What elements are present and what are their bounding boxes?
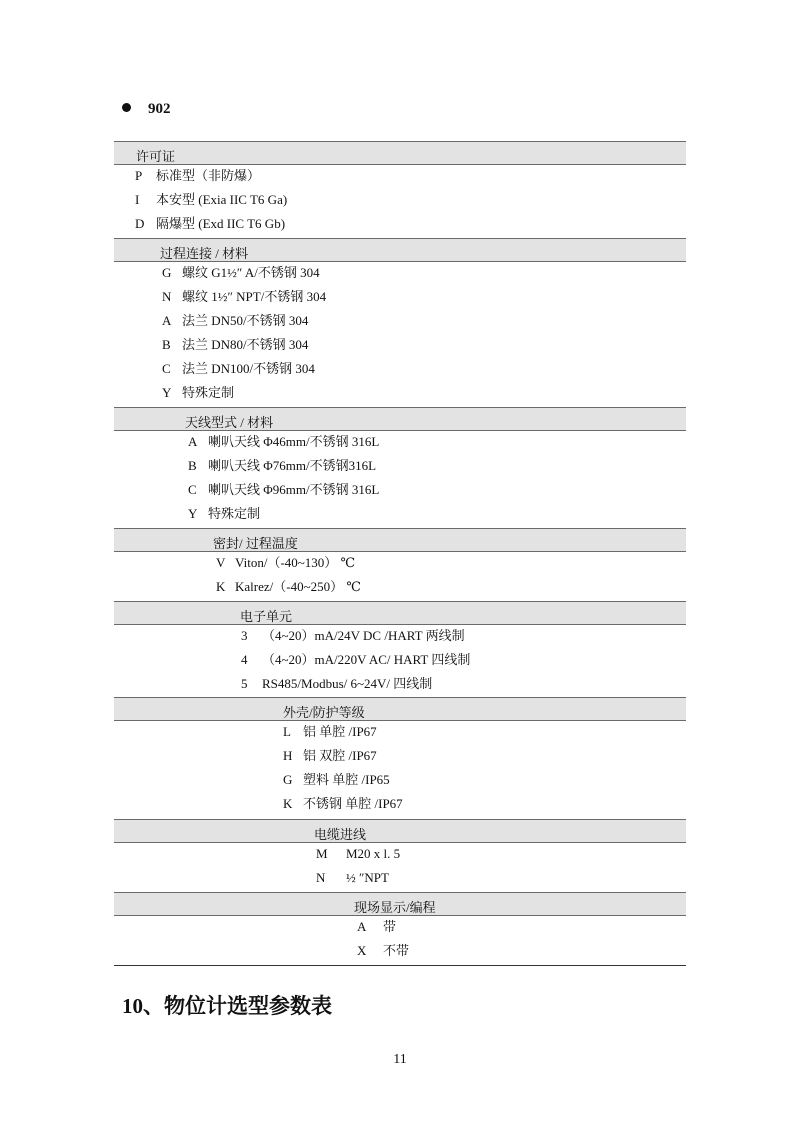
group-header — [114, 141, 686, 165]
option-description: 特殊定制 — [182, 385, 235, 400]
option-code: A — [188, 434, 198, 449]
option-row — [216, 552, 355, 574]
group-header-label: 过程连接 / 材料 — [160, 246, 249, 261]
option-code: N — [316, 870, 326, 885]
option-description: 带 — [383, 919, 397, 934]
option-description: （4~20）mA/24V DC /HART 两线制 — [262, 628, 465, 643]
option-code: 3 — [241, 628, 248, 643]
model-heading — [122, 101, 171, 118]
option-row — [316, 843, 400, 865]
option-code: G — [283, 772, 293, 787]
option-code: X — [357, 943, 367, 958]
option-row — [241, 625, 465, 647]
option-row — [283, 793, 403, 815]
group-header-label: 密封/ 过程温度 — [213, 536, 298, 551]
option-description: 标准型（非防爆） — [156, 168, 261, 183]
option-row — [283, 745, 377, 767]
option-description: 螺纹 1½″ NPT/不锈钢 304 — [182, 289, 327, 304]
option-row — [316, 867, 389, 889]
table-bottom-rule — [114, 965, 686, 966]
group-header-label: 外壳/防护等级 — [283, 705, 365, 720]
option-row — [283, 721, 377, 743]
option-description: 喇叭天线 Φ96mm/不锈钢 316L — [208, 482, 380, 497]
option-row — [241, 649, 470, 671]
option-description: 法兰 DN80/不锈钢 304 — [182, 337, 309, 352]
option-description: 不锈钢 单腔 /IP67 — [303, 796, 403, 811]
option-description: M20 x l. 5 — [346, 846, 401, 861]
group-header — [114, 601, 686, 625]
option-row — [241, 673, 432, 695]
option-description: 特殊定制 — [208, 506, 261, 521]
option-description: 隔爆型 (Exd IIC T6 Gb) — [156, 216, 286, 231]
option-code: V — [216, 555, 226, 570]
option-code: A — [162, 313, 172, 328]
option-row — [162, 334, 308, 356]
option-code: P — [135, 168, 143, 183]
option-row — [188, 479, 379, 501]
option-row — [357, 940, 409, 962]
group-header — [114, 528, 686, 552]
option-code: K — [216, 579, 226, 594]
option-code: 4 — [241, 652, 248, 667]
option-row — [162, 286, 326, 308]
option-row — [357, 916, 396, 938]
option-description: 法兰 DN50/不锈钢 304 — [182, 313, 309, 328]
option-description: 不带 — [383, 943, 410, 958]
option-row — [135, 165, 260, 187]
option-description: 铝 单腔 /IP67 — [303, 724, 377, 739]
option-code: N — [162, 289, 172, 304]
group-header-label: 天线型式 / 材料 — [185, 415, 274, 430]
group-header-label: 电缆进线 — [314, 827, 367, 842]
option-code: B — [188, 458, 197, 473]
option-code: G — [162, 265, 172, 280]
option-code: C — [162, 361, 171, 376]
option-code: M — [316, 846, 328, 861]
group-header-label: 现场显示/编程 — [354, 900, 436, 915]
group-header — [114, 697, 686, 721]
option-description: 塑料 单腔 /IP65 — [303, 772, 390, 787]
option-row — [188, 431, 379, 453]
option-description: 螺纹 G1½″ A/不锈钢 304 — [182, 265, 320, 280]
model-number: 902 — [148, 101, 171, 117]
option-description: 喇叭天线 Φ76mm/不锈钢316L — [208, 458, 377, 473]
option-row — [283, 769, 390, 791]
group-header — [114, 892, 686, 916]
option-row — [162, 262, 320, 284]
option-code: I — [135, 192, 140, 207]
group-header — [114, 407, 686, 431]
option-code: C — [188, 482, 197, 497]
option-description: 铝 双腔 /IP67 — [303, 748, 377, 763]
option-description: Kalrez/（-40~250） ℃ — [235, 579, 361, 594]
option-row — [135, 189, 287, 211]
group-header — [114, 238, 686, 262]
option-description: Viton/（-40~130） ℃ — [235, 555, 356, 570]
bullet-icon — [122, 103, 131, 112]
group-header-label: 电子单元 — [240, 609, 293, 624]
page-number: 11 — [393, 1052, 407, 1067]
section-title: 10、物位计选型参数表 — [122, 994, 332, 1018]
option-row — [135, 213, 285, 235]
option-code: B — [162, 337, 171, 352]
option-code: 5 — [241, 676, 248, 691]
option-row — [188, 455, 376, 477]
group-header-label: 许可证 — [136, 149, 176, 164]
option-row — [188, 503, 260, 525]
option-description: 法兰 DN100/不锈钢 304 — [182, 361, 315, 376]
option-row — [216, 576, 361, 598]
option-code: Y — [188, 506, 198, 521]
option-row — [162, 358, 315, 380]
option-description: 本安型 (Exia IIC T6 Ga) — [156, 192, 288, 207]
option-description: 喇叭天线 Φ46mm/不锈钢 316L — [208, 434, 380, 449]
option-description: （4~20）mA/220V AC/ HART 四线制 — [262, 652, 471, 667]
option-code: K — [283, 796, 293, 811]
option-code: H — [283, 748, 293, 763]
option-row — [162, 382, 234, 404]
option-code: Y — [162, 385, 172, 400]
option-description: RS485/Modbus/ 6~24V/ 四线制 — [262, 676, 433, 691]
option-row — [162, 310, 308, 332]
option-code: D — [135, 216, 145, 231]
option-code: A — [357, 919, 367, 934]
option-code: L — [283, 724, 291, 739]
group-header — [114, 819, 686, 843]
option-description: ½ ″NPT — [346, 870, 389, 885]
